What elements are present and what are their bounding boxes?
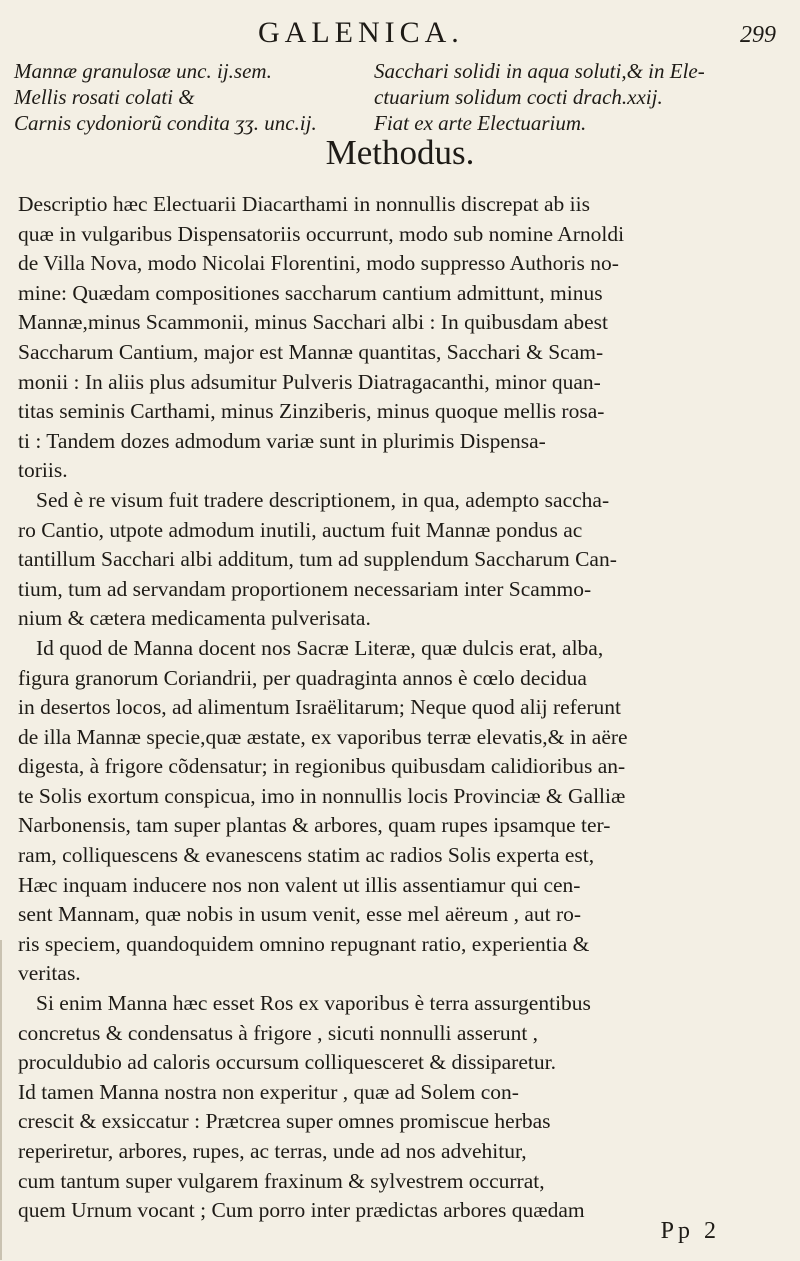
text-line: tium, tum ad servandam proportionem necessariam inter Scammo- bbox=[18, 576, 592, 601]
text-line: ram, colliquescens & evanescens statim ac radios Solis experta est, bbox=[18, 843, 595, 868]
text-line: Mannæ,minus Scammonii, minus Sacchari albi : In quibusdam abest bbox=[18, 310, 608, 335]
text-line: quæ in vulgaribus Dispensatoriis occurrunt, modo sub nomine Arnoldi bbox=[18, 221, 625, 246]
text-line: Id quod de Manna docent nos Sacræ Literæ, quæ dulcis erat, alba, bbox=[36, 635, 604, 660]
body-text bbox=[18, 190, 780, 1226]
paragraph bbox=[18, 190, 780, 486]
recipe-line: Mannæ granulosæ unc. ij.sem. bbox=[14, 59, 272, 83]
text-line: titas seminis Carthami, minus Zinziberis, minus quoque mellis rosa- bbox=[18, 399, 605, 424]
text-line: quem Urnum vocant ; Cum porro inter prædictas arbores quædam bbox=[18, 1198, 585, 1223]
recipe-right-column bbox=[374, 58, 794, 136]
page-header bbox=[0, 16, 800, 56]
text-line: proculdubio ad caloris occursum colliquesceret & dissiparetur. bbox=[18, 1050, 556, 1075]
text-line: mine: Quædam compositiones saccharum cantium admittunt, minus bbox=[18, 280, 603, 305]
text-line: ris speciem, quandoquidem omnino repugnant ratio, experientia & bbox=[18, 931, 590, 956]
text-line: de illa Mannæ specie,quæ æstate, ex vaporibus terræ elevatis,& in aëre bbox=[18, 724, 628, 749]
page-number: 299 bbox=[740, 22, 776, 48]
text-line: cum tantum super vulgarem fraxinum & sylvestrem occurrat, bbox=[18, 1168, 545, 1193]
paragraph bbox=[18, 486, 780, 634]
gutter-shadow bbox=[0, 940, 2, 1260]
recipe-line: Mellis rosati colati & bbox=[14, 85, 195, 109]
text-line: figura granorum Coriandrii, per quadraginta annos è cœlo decidua bbox=[18, 665, 587, 690]
paragraph bbox=[18, 634, 780, 989]
text-line: te Solis exortum conspicua, imo in nonnullis locis Provinciæ & Galliæ bbox=[18, 783, 626, 808]
recipe-left-column bbox=[14, 58, 344, 136]
text-line: toriis. bbox=[18, 458, 68, 483]
text-line: Sed è re visum fuit tradere descriptionem, in qua, adempto saccha- bbox=[36, 487, 610, 512]
text-line: sent Mannam, quæ nobis in usum venit, esse mel aëreum , aut ro- bbox=[18, 902, 582, 927]
text-line: reperiretur, arbores, rupes, ac terras, unde ad nos advehitur, bbox=[18, 1139, 527, 1163]
text-line: monii : In aliis plus adsumitur Pulveris Diatragacanthi, minor quan- bbox=[18, 369, 601, 394]
text-line: ti : Tandem dozes admodum variæ sunt in plurimis Dispensa- bbox=[18, 428, 546, 453]
text-line: Id tamen Manna nostra non experitur , quæ ad Solem con- bbox=[18, 1079, 519, 1104]
text-line: in desertos locos, ad alimentum Israëlitarum; Neque quod alij referunt bbox=[18, 695, 622, 720]
paragraph bbox=[18, 989, 780, 1226]
recipe-ingredients bbox=[0, 58, 800, 138]
text-line: Si enim Manna hæc esset Ros ex vaporibus è terra assurgentibus bbox=[36, 991, 591, 1016]
signature-mark: Pp 2 bbox=[660, 1218, 720, 1244]
text-line: Descriptio hæc Electuarii Diacarthami in nonnullis discrepat ab iis bbox=[18, 192, 590, 216]
running-head: GALENICA. bbox=[258, 16, 464, 49]
text-line: Hæc inquam inducere nos non valent ut illis assentiamur qui cen- bbox=[18, 872, 581, 897]
text-line: veritas. bbox=[18, 961, 81, 986]
recipe-line: Sacchari solidi in aqua soluti,& in Ele- bbox=[374, 59, 705, 83]
text-line: nium & cætera medicamenta pulverisata. bbox=[18, 606, 371, 631]
recipe-line: Carnis cydoniorũ condita ʒʒ. unc.ij. bbox=[14, 111, 317, 135]
text-line: ro Cantio, utpote admodum inutili, auctum fuit Mannæ pondus ac bbox=[18, 517, 583, 542]
text-line: crescit & exsiccatur : Prætcrea super omnes promiscue herbas bbox=[18, 1109, 551, 1134]
text-line: de Villa Nova, modo Nicolai Florentini, modo suppresso Authoris no- bbox=[18, 251, 619, 276]
text-line: tantillum Sacchari albi additum, tum ad supplendum Saccharum Can- bbox=[18, 547, 617, 572]
recipe-line: Fiat ex arte Electuarium. bbox=[374, 111, 587, 135]
text-line: concretus & condensatus à frigore , sicuti nonnulli asserunt , bbox=[18, 1020, 539, 1045]
text-line: Saccharum Cantium, major est Mannæ quantitas, Sacchari & Scam- bbox=[18, 339, 604, 364]
section-title: Methodus. bbox=[325, 133, 475, 172]
text-line: Narbonensis, tam super plantas & arbores, quam rupes ipsamque ter- bbox=[18, 813, 611, 838]
recipe-line: ctuarium solidum cocti drach.xxij. bbox=[374, 85, 663, 109]
text-line: digesta, à frigore cõdensatur; in regionibus quibusdam calidioribus an- bbox=[18, 754, 626, 779]
